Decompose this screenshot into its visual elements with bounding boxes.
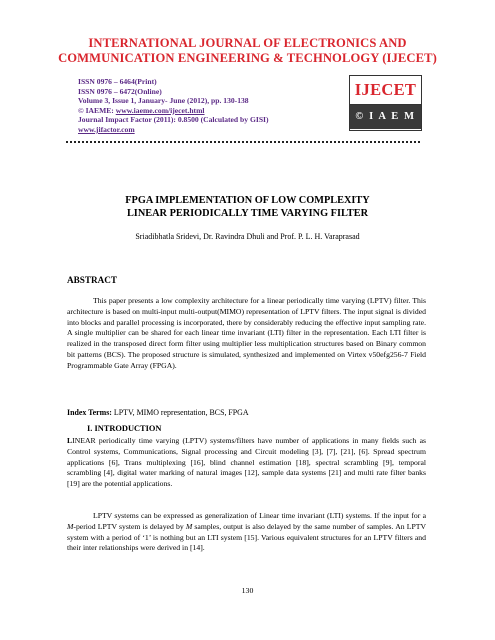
authors: Sriadibhatla Sridevi, Dr. Ravindra Dhuli and Prof. P. L. H. Varaprasad <box>135 232 360 241</box>
journal-title <box>0 36 495 66</box>
volume-info: Volume 3, Issue 1, January- June (2012), pp. 130-138 <box>78 96 249 106</box>
dotted-divider <box>66 141 420 143</box>
ijecet-logo <box>349 75 422 146</box>
intro-paragraph-2 <box>67 511 426 554</box>
intro-dropcap: L <box>67 436 73 445</box>
logo-iaeme-text: © I A E M E <box>350 105 421 129</box>
intro-p2-m-var-2: M <box>185 521 193 531</box>
intro-p2-part-c: samples, output is also delayed by the same number of samples. An LPTV system with a period of ‘1’ is nothing but an LTI system [15]. Various equivalent structures for an LPTV filters and their inter relationships were derived in [14]. <box>67 521 426 553</box>
issn-print: ISSN 0976 – 6464(Print) <box>78 77 157 86</box>
paper-title-line1: FPGA IMPLEMENTATION OF LOW COMPLEXITY <box>125 195 370 206</box>
paper-title-line2: LINEAR PERIODICALLY TIME VARYING FILTER <box>126 208 369 219</box>
index-terms-value: LPTV, MIMO representation, BCS, FPGA <box>111 408 249 417</box>
impact-factor: Journal Impact Factor (2011): 0.8500 (Calculated by GISI) <box>78 115 269 125</box>
page-number: 130 <box>241 586 254 595</box>
journal-title-line1: INTERNATIONAL JOURNAL OF ELECTRONICS AND <box>88 36 407 50</box>
intro-p2-m-var: M <box>67 521 74 531</box>
iaeme-link[interactable]: www.iaeme.com/ijecet.html <box>115 105 205 115</box>
intro-paragraph-1 <box>67 436 426 490</box>
intro-p2-part-b: -period LPTV system is delayed by <box>73 521 186 531</box>
index-terms <box>67 408 249 417</box>
abstract-text: This paper presents a low complexity architecture for a linear periodically time varying (LPTV) filter. This architecture is based on multi-input multi-output(MIMO) representation of LPTV filters. The input signal is divided into blocks and parallel processing is incorporated, there by considerably reducing the effective input sampling rate. A single multiplier can be shared for each linear time invariant (LTI) filter in the representation. Each LTI filter is realized in the transposed direct form filter using multiplier less multiplication structures based on Binary common bit patterns (BCS). The proposed structure is simulated, synthesized and implemented on Virtex v50efg256-7 Field Programmable Gate Array (FPGA). <box>67 296 426 370</box>
intro-p2-part-a: LPTV systems can be expressed as generalization of Linear time invariant (LTI) systems. If the input for a <box>93 511 426 520</box>
journal-metadata <box>78 77 338 135</box>
abstract-heading: ABSTRACT <box>67 275 118 285</box>
paper-title <box>0 194 495 220</box>
iaeme-prefix: © IAEME: <box>78 105 116 115</box>
jifactor-line <box>78 125 338 135</box>
logo-ijecet-text: IJECET <box>350 76 421 105</box>
journal-title-line2: COMMUNICATION ENGINEERING & TECHNOLOGY (IJECET) <box>58 51 437 65</box>
introduction-heading: I. INTRODUCTION <box>87 424 162 433</box>
issn-online: ISSN 0976 – 6472(Online) <box>78 86 162 96</box>
intro-p1-text: INEAR periodically time varying (LPTV) systems/filters have number of applications in many fields such as Control systems, Communications, Signal processing and Circuit modeling [3], [7], [21], [6]. Spread spectrum applications [6], Trans multiplexing [16], blind channel estimation [18], spectral scrambling [9], temporal scrambling [4], digital water marking of natural images [12], sample data systems [21] and multi rate filter banks [19] are the potential applications. <box>67 436 426 488</box>
jifactor-link[interactable]: www.jifactor.com <box>78 124 135 134</box>
index-terms-label: Index Terms: <box>67 408 112 417</box>
iaeme-line <box>78 106 338 116</box>
